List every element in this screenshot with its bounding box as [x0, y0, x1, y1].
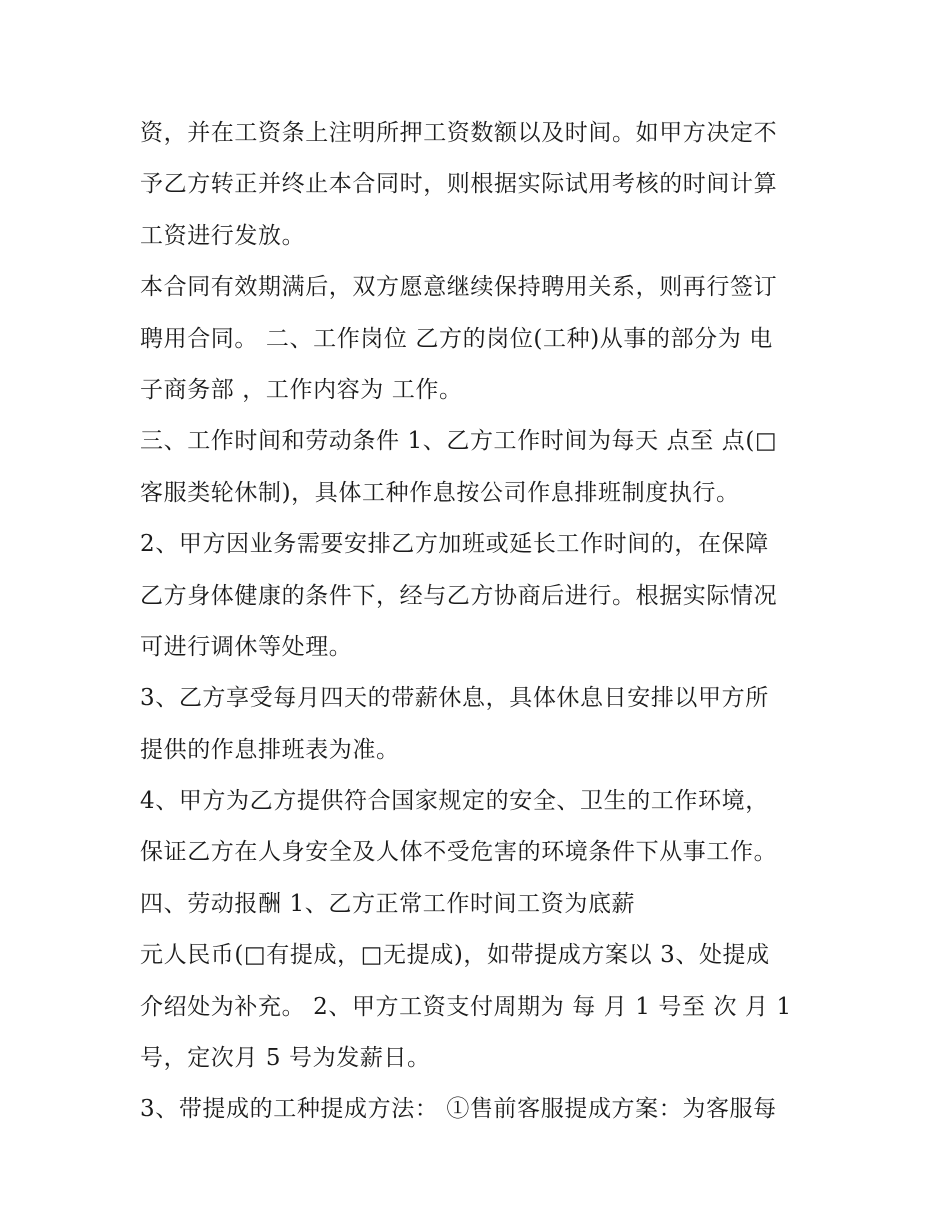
text-line: 4、甲方为乙方提供符合国家规定的安全、卫生的工作环境， — [140, 788, 769, 815]
text-line: 号，定次月 5 号为发薪日。 — [140, 1045, 431, 1072]
text-line: 予乙方转正并终止本合同时，则根据实际试用考核的时间计算 — [140, 171, 778, 198]
text-line: 本合同有效期满后，双方愿意继续保持聘用关系，则再行签订 — [140, 274, 778, 301]
text-line: 介绍处为补充。 2、甲方工资支付周期为 每 月 1 号至 次 月 1 — [140, 993, 792, 1020]
text-line: 子商务部 ，工作内容为 工作。 — [140, 376, 463, 403]
text-line: 工资进行发放。 — [140, 222, 306, 249]
text-line: 聘用合同。 二、工作岗位 乙方的岗位(工种)从事的部分为 电 — [140, 325, 773, 352]
contract-body-text — [140, 108, 820, 1136]
text-line: 四、劳动报酬 1、乙方正常工作时间工资为底薪 — [140, 890, 636, 917]
text-line: 3、带提成的工种提成方法： ①售前客服提成方案：为客服每 — [140, 1096, 777, 1123]
text-line: 保证乙方在人身安全及人体不受危害的环境条件下从事工作。 — [140, 839, 778, 866]
text-line: 三、工作时间和劳动条件 1、乙方工作时间为每天 点至 点(□ — [140, 428, 778, 455]
text-line: 客服类轮休制)，具体工种作息按公司作息排班制度执行。 — [140, 479, 740, 506]
text-line: 可进行调休等处理。 — [140, 633, 353, 660]
text-line: 元人民币(□有提成，□无提成)，如带提成方案以 3、处提成 — [140, 942, 770, 969]
text-line: 2、甲方因业务需要安排乙方加班或延长工作时间的，在保障 — [140, 531, 769, 558]
text-line: 提供的作息排班表为准。 — [140, 736, 400, 763]
text-line: 乙方身体健康的条件下，经与乙方协商后进行。根据实际情况 — [140, 582, 778, 609]
text-line: 3、乙方享受每月四天的带薪休息，具体休息日安排以甲方所 — [140, 685, 769, 712]
text-line: 资，并在工资条上注明所押工资数额以及时间。如甲方决定不 — [140, 120, 778, 146]
